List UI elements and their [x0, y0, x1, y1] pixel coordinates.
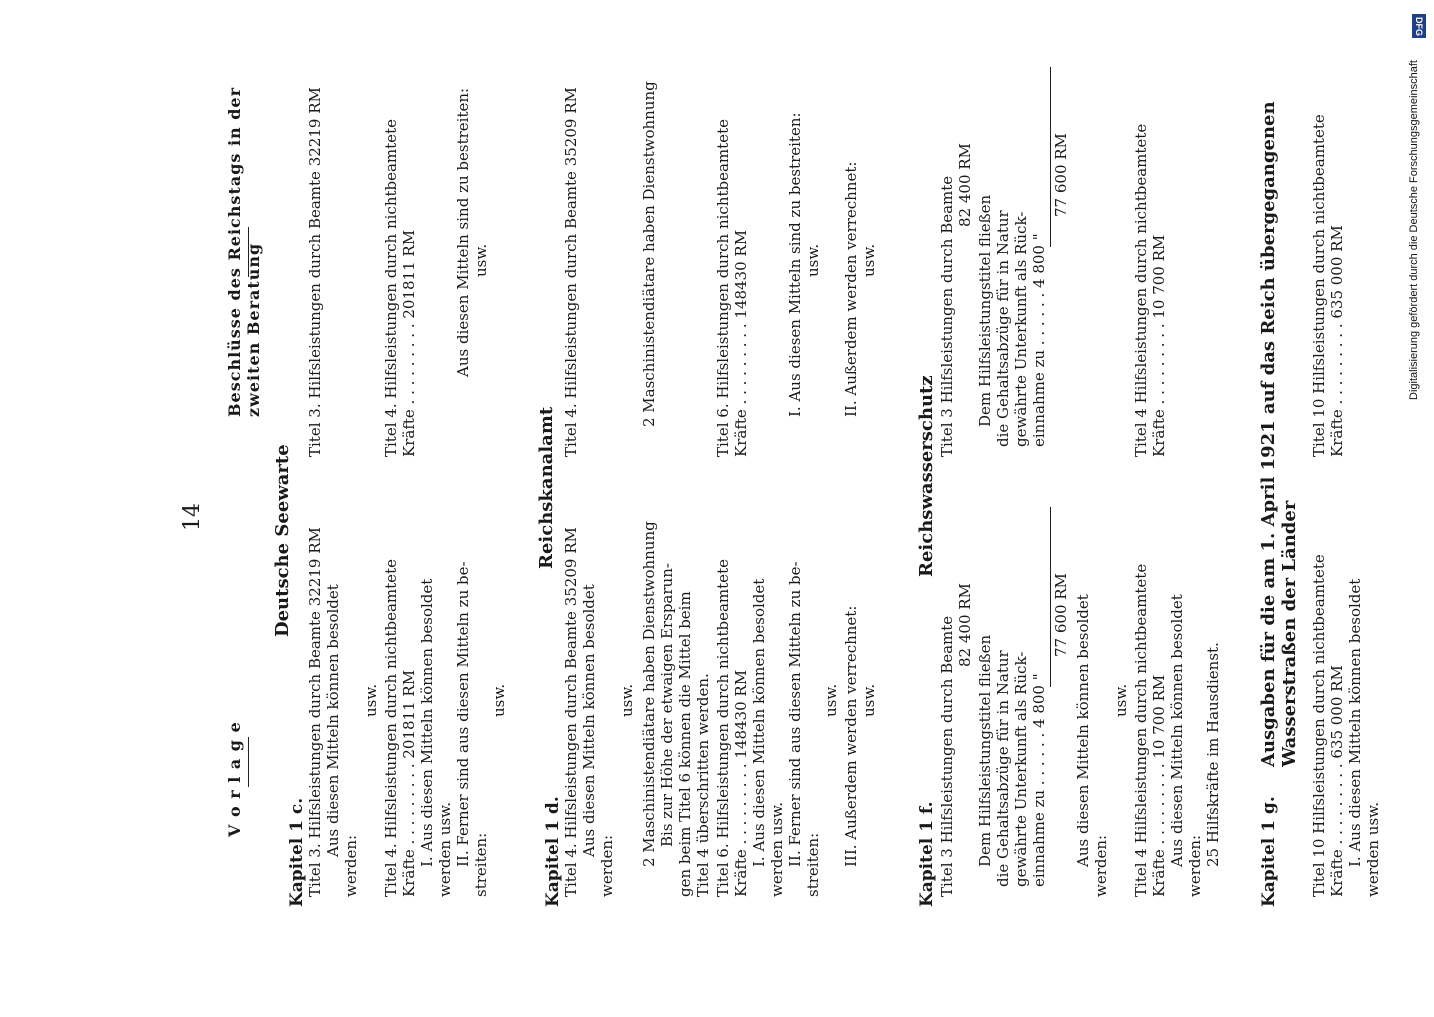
text-line: 77 600 RM [1052, 133, 1070, 217]
text-line: I. Aus diesen Mitteln können besoldet [750, 578, 768, 867]
text-line: werden: [598, 834, 616, 897]
text-line: Dem Hilfsleistungstitel fließen [976, 634, 994, 867]
text-line: die Gehaltsabzüge für in Natur [994, 210, 1012, 447]
header-rule-right [248, 227, 249, 277]
text-line: Aus diesen Mitteln können besoldet [324, 584, 342, 857]
text-line: Dem Hilfsleistungstitel fließen [976, 194, 994, 427]
watermark-text: Digitalisierung gefördert durch die Deutsche Forschungsgemeinschaft [1408, 60, 1420, 400]
text-line: einnahme zu . . . . . . 4 800 " [1030, 233, 1048, 447]
text-line: Titel 10 Hilfsleistungen durch nichtbeamtete [1310, 114, 1328, 457]
text-line: Aus diesen Mitteln können besoldet [1168, 594, 1186, 867]
right-column-header: Beschlüsse des Reichstags in der zweiten Beratung [225, 86, 263, 417]
text-line: 77 600 RM [1052, 573, 1070, 657]
text-line: Titel 4 Hilfsleistungen durch nichtbeamtete [1132, 123, 1150, 457]
text-line: Kräfte . . . . . . . . . 635 000 RM [1328, 225, 1346, 457]
text-line: Titel 3 Hilfsleistungen durch Beamte [938, 615, 956, 897]
left-column-header: V o r l a g e [225, 721, 244, 837]
text-line: Titel 3. Hilfsleistungen durch Beamte 32219 RM [306, 87, 324, 457]
text-line: werden: [1092, 834, 1110, 897]
text-line: Titel 6. Hilfsleistungen durch nichtbeamtete [714, 119, 732, 457]
section-heading-seewarte: Deutsche Seewarte [272, 444, 293, 637]
header-rule-left [248, 737, 249, 787]
text-line: usw. [822, 683, 840, 717]
text-line: Aus diesen Mitteln sind zu bestreiten: [454, 87, 472, 377]
text-line: Bis zur Höhe der etwaigen Ersparun- [658, 563, 676, 847]
text-line: Titel 10 Hilfsleistungen durch nichtbeamtete [1310, 554, 1328, 897]
text-line: Titel 4 Hilfsleistungen durch nichtbeamtete [1132, 563, 1150, 897]
text-line: einnahme zu . . . . . . 4 800 " [1030, 673, 1048, 887]
text-line: werden usw. [436, 802, 454, 897]
text-line: III. Außerdem werden verrechnet: [842, 605, 860, 867]
text-line: 2 Maschinistendiätare haben Dienstwohnung [640, 81, 658, 427]
text-line: werden: [1186, 834, 1204, 897]
text-line: Aus diesen Mitteln können besoldet [1074, 594, 1092, 867]
text-line: Kräfte . . . . . . . . . 635 000 RM [1328, 665, 1346, 897]
text-line: II. Ferner sind aus diesen Mitteln zu be- [786, 561, 804, 867]
text-line: Kräfte . . . . . . . . . 10 700 RM [1150, 234, 1168, 457]
text-line: usw. [362, 683, 380, 717]
text-line: gen beim Titel 6 können die Mittel beim [676, 591, 694, 897]
text-line: 25 Hilfskräfte im Hausdienst. [1204, 642, 1222, 867]
text-line: Kräfte . . . . . . . . . 148430 RM [732, 669, 750, 897]
kapitel-1d: Kapitel 1 d. [543, 796, 563, 907]
rotated-document-page [100, 17, 1400, 1017]
text-line: Titel 4. Hilfsleistungen durch Beamte 35209 RM [562, 87, 580, 457]
text-line: II. Ferner sind aus diesen Mitteln zu be- [454, 561, 472, 867]
kapitel-1c: Kapitel 1 c. [287, 797, 307, 907]
sum-rule [1050, 507, 1051, 687]
text-line: Titel 6. Hilfsleistungen durch nichtbeamtete [714, 559, 732, 897]
text-line: I. Aus diesen Mitteln sind zu bestreiten: [786, 112, 804, 417]
kapitel-1g: Kapitel 1 g. [1259, 796, 1279, 907]
text-line: usw. [804, 243, 822, 277]
text-line: Titel 4 überschritten werden. [694, 673, 712, 897]
dfg-logo: DFG [1412, 14, 1426, 38]
sum-rule [1050, 67, 1051, 247]
text-line: usw. [1112, 683, 1130, 717]
text-line: usw. [618, 683, 636, 717]
text-line: gewährte Unterkunft als Rück- [1012, 651, 1030, 887]
text-line: Titel 4. Hilfsleistungen durch nichtbeamtete [382, 119, 400, 457]
text-line: usw. [490, 683, 508, 717]
digitization-watermark [1404, 8, 1432, 992]
text-line: gewährte Unterkunft als Rück- [1012, 211, 1030, 447]
text-line: 82 400 RM [956, 143, 974, 227]
text-line: Aus diesen Mitteln können besoldet [580, 584, 598, 857]
text-line: Titel 3. Hilfsleistungen durch Beamte 32219 RM [306, 527, 324, 897]
section-heading-reichswasser: Reichswasserschutz [916, 375, 937, 577]
text-line: streiten: [804, 832, 822, 897]
text-line: II. Außerdem werden verrechnet: [842, 161, 860, 417]
text-line: die Gehaltsabzüge für in Natur [994, 650, 1012, 887]
text-line: 2 Maschinistendiätare haben Dienstwohnung [640, 521, 658, 867]
text-line: Kräfte . . . . . . . . . 148430 RM [732, 229, 750, 457]
kapitel-1f: Kapitel 1 f. [917, 801, 937, 907]
text-line: usw. [860, 683, 878, 717]
text-line: streiten: [472, 832, 490, 897]
text-line: 82 400 RM [956, 583, 974, 667]
page-number: 14 [180, 503, 205, 531]
text-line: Kräfte . . . . . . . . . 201811 RM [400, 229, 418, 457]
section-heading-ausgaben-1: Ausgaben für die am 1. April 1921 auf das Reich übergegangenen Wasserstraßen der Länder [1258, 101, 1300, 767]
text-line: werden usw. [1364, 802, 1382, 897]
text-line: Titel 3 Hilfsleistungen durch Beamte [938, 175, 956, 457]
text-line: werden: [342, 834, 360, 897]
text-line: usw. [860, 243, 878, 277]
text-line: Titel 4. Hilfsleistungen durch Beamte 35209 RM [562, 527, 580, 897]
text-line: I. Aus diesen Mitteln können besoldet [418, 578, 436, 867]
text-line: Titel 4. Hilfsleistungen durch nichtbeamtete [382, 559, 400, 897]
text-line: usw. [472, 243, 490, 277]
section-heading-reichskanal: Reichskanalamt [536, 406, 557, 569]
text-line: Kräfte . . . . . . . . . 201811 RM [400, 669, 418, 897]
text-line: Kräfte . . . . . . . . . 10 700 RM [1150, 674, 1168, 897]
text-line: werden usw. [768, 802, 786, 897]
text-line: I. Aus diesen Mitteln können besoldet [1346, 578, 1364, 867]
